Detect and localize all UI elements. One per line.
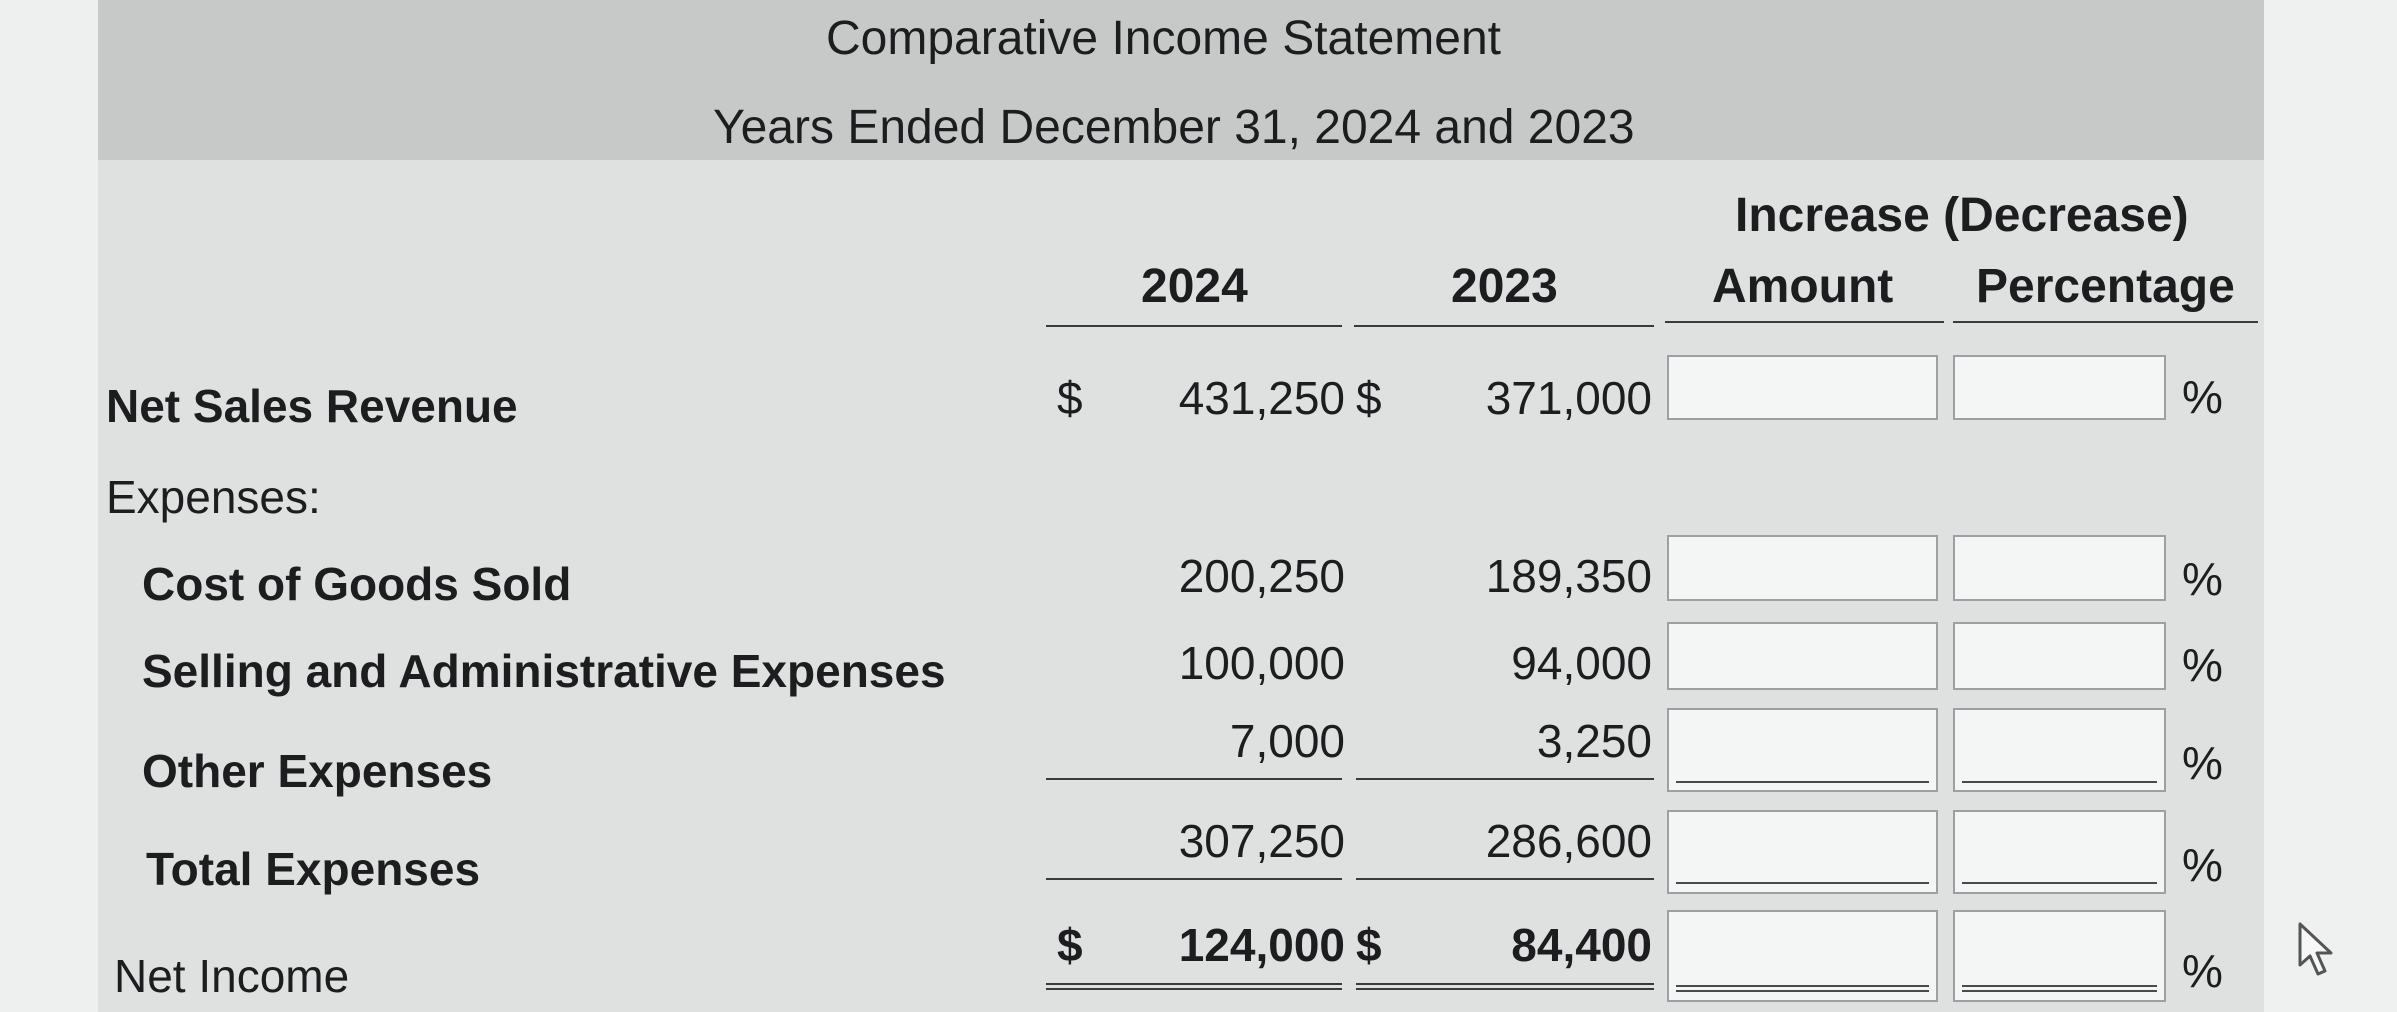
row-label-total-expenses: Total Expenses [146,843,481,895]
other-percentage-input[interactable] [1953,708,2166,792]
net-sales-2024: 431,250 [1178,372,1345,424]
row-label-cost-of-goods-sold: Cost of Goods Sold [142,558,572,610]
selling-admin-2024: 100,000 [1178,637,1345,689]
percent-sign: % [2182,553,2223,605]
left-margin [0,0,98,1012]
currency-symbol: $ [1057,919,1083,971]
row-label-other-expenses: Other Expenses [142,745,493,797]
net-income-amount-double-underline [1676,985,1929,992]
other-2023: 3,250 [1536,715,1652,767]
column-header-2023: 2023 [1451,260,1558,313]
selling-admin-2023: 94,000 [1511,637,1652,689]
row-label-net-sales-revenue: Net Sales Revenue [106,380,518,432]
statement-title: Comparative Income Statement [826,12,1501,65]
column-header-percentage: Percentage [1976,260,2235,313]
row-label-net-income: Net Income [114,950,350,1002]
row-label-expenses: Expenses: [106,471,321,523]
double-rule-2024 [1046,983,1342,990]
double-rule-2023 [1356,983,1654,990]
currency-symbol: $ [1356,919,1382,971]
increase-decrease-header: Increase (Decrease) [1735,189,2189,242]
total-rule-2024 [1046,878,1342,880]
row-label-selling-admin-expenses: Selling and Administrative Expenses [142,645,946,697]
percent-sign: % [2182,639,2223,691]
percent-sign: % [2182,371,2223,423]
subtotal-rule-2024 [1046,778,1342,780]
currency-symbol: $ [1356,372,1382,424]
total-expenses-amount-underline [1676,882,1929,884]
cogs-2023: 189,350 [1485,550,1652,602]
total-rule-2023 [1356,878,1654,880]
column-header-2024: 2024 [1141,260,1248,313]
statement-subtitle: Years Ended December 31, 2024 and 2023 [713,101,1635,154]
header-rule-amount [1665,321,1944,323]
net-income-2024: 124,000 [1178,919,1345,971]
cogs-amount-input[interactable] [1667,535,1938,601]
selling-admin-amount-input[interactable] [1667,622,1938,690]
header-rule-percentage [1953,321,2258,323]
other-percentage-underline [1962,781,2157,783]
header-rule-2023 [1354,325,1654,327]
total-expenses-percentage-underline [1962,882,2157,884]
total-expenses-2023: 286,600 [1485,815,1652,867]
header-rule-2024 [1046,325,1342,327]
currency-symbol: $ [1057,372,1083,424]
subtotal-rule-2023 [1356,778,1654,780]
cogs-2024: 200,250 [1178,550,1345,602]
selling-admin-percentage-input[interactable] [1953,622,2166,690]
percent-sign: % [2182,945,2223,997]
total-expenses-2024: 307,250 [1178,815,1345,867]
net-income-2023: 84,400 [1511,919,1652,971]
percent-sign: % [2182,737,2223,789]
cogs-percentage-input[interactable] [1953,535,2166,601]
right-margin [2264,0,2397,1012]
net-sales-2023: 371,000 [1485,372,1652,424]
column-header-amount: Amount [1712,260,1894,313]
net-sales-percentage-input[interactable] [1953,355,2166,420]
net-sales-amount-input[interactable] [1667,355,1938,420]
other-amount-underline [1676,781,1929,783]
other-2024: 7,000 [1229,715,1345,767]
other-amount-input[interactable] [1667,708,1938,792]
net-income-percentage-double-underline [1962,985,2157,992]
percent-sign: % [2182,839,2223,891]
mouse-pointer-icon [2296,921,2340,979]
